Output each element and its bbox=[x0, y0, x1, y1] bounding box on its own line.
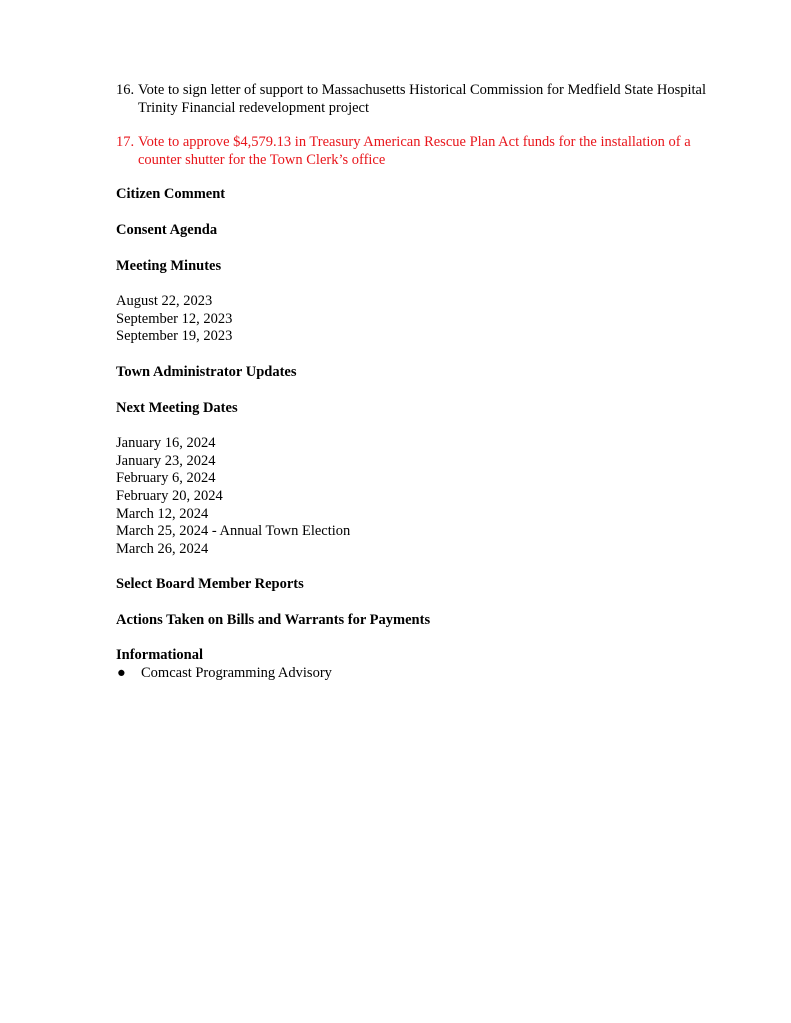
next-meeting-date-list bbox=[116, 435, 716, 558]
informational-item-text: Comcast Programming Advisory bbox=[141, 665, 332, 682]
citizen-comment-heading: Citizen Comment bbox=[116, 186, 226, 203]
agenda-page bbox=[116, 82, 716, 683]
town-administrator-updates-heading: Town Administrator Updates bbox=[116, 363, 297, 380]
meeting-date: March 26, 2024 bbox=[116, 540, 209, 557]
next-meeting-dates-heading: Next Meeting Dates bbox=[116, 399, 238, 416]
agenda-item-number: 16. bbox=[116, 82, 135, 98]
meeting-date: March 25, 2024 - Annual Town Election bbox=[116, 523, 351, 540]
agenda-item-16 bbox=[116, 82, 716, 117]
informational-list bbox=[116, 665, 716, 683]
meeting-date: January 16, 2024 bbox=[116, 435, 216, 452]
list-item bbox=[116, 665, 716, 683]
informational-heading: Informational bbox=[116, 647, 203, 664]
minutes-date: August 22, 2023 bbox=[116, 293, 213, 310]
meeting-date: March 12, 2024 bbox=[116, 505, 209, 522]
minutes-date: September 12, 2023 bbox=[116, 310, 233, 327]
agenda-item-17 bbox=[116, 134, 716, 169]
meeting-date: February 20, 2024 bbox=[116, 487, 223, 504]
agenda-item-text: Vote to sign letter of support to Massachusetts Historical Commission for Medfield State Hospital Trinity Financial redevelopment project bbox=[138, 82, 706, 116]
meeting-minutes-date-list bbox=[116, 293, 716, 346]
select-board-member-reports-heading: Select Board Member Reports bbox=[116, 576, 304, 593]
actions-taken-heading: Actions Taken on Bills and Warrants for Payments bbox=[116, 611, 431, 628]
meeting-date: January 23, 2024 bbox=[116, 452, 216, 469]
bullet-icon: ● bbox=[117, 665, 126, 682]
minutes-date: September 19, 2023 bbox=[116, 328, 233, 345]
meeting-minutes-heading: Meeting Minutes bbox=[116, 257, 222, 274]
meeting-date: February 6, 2024 bbox=[116, 470, 216, 487]
consent-agenda-heading: Consent Agenda bbox=[116, 221, 218, 238]
agenda-item-text: Vote to approve $4,579.13 in Treasury American Rescue Plan Act funds for the installation of a counter shutter for the Town Clerk’s office bbox=[138, 134, 691, 168]
agenda-item-number: 17. bbox=[116, 134, 135, 151]
